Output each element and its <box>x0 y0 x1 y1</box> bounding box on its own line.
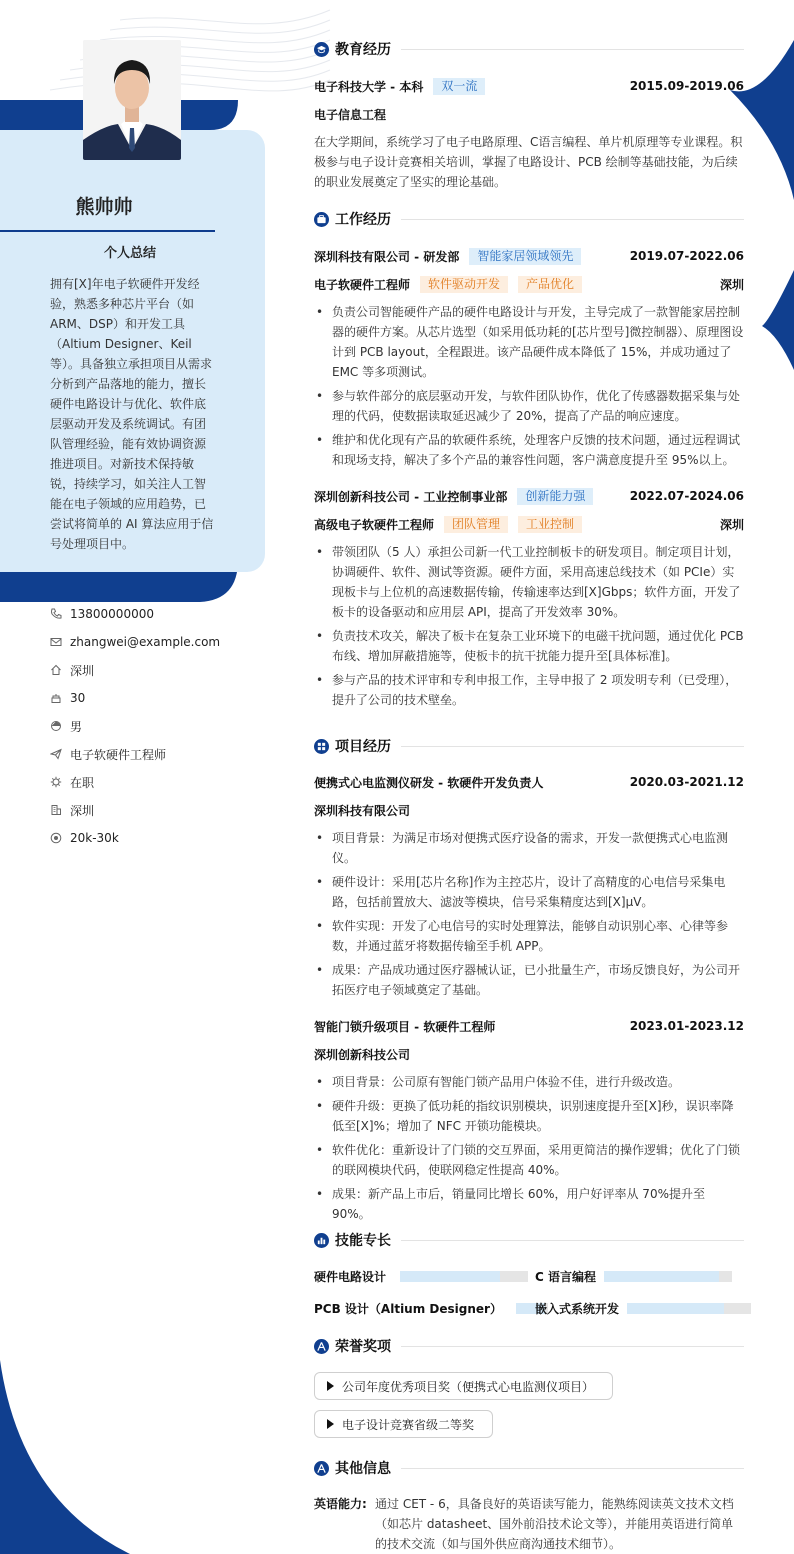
list-item: • 软件实现：开发了心电信号的实时处理算法，能够自动识别心率、心律等参数，并通过蓝牙将数据传输至手机 APP。 <box>314 916 744 956</box>
skill-item <box>314 1298 548 1318</box>
skill-item <box>314 1266 528 1286</box>
list-item: • 硬件设计：采用[芯片名称]作为主控芯片，设计了高精度的心电信号采集电路，包括前置放大、滤波等模块，信号采集精度达到[X]μV。 <box>314 872 744 912</box>
bar-chart-icon <box>314 1233 329 1248</box>
section-other <box>314 1457 744 1479</box>
contact-position-text: 电子软硬件工程师 <box>70 747 167 762</box>
building-icon <box>50 804 62 816</box>
section-title-skills: 技能专长 <box>335 1233 391 1249</box>
list-item: • 项目背景：为满足市场对便携式医疗设备的需求，开发一款便携式心电监测仪。 <box>314 828 744 868</box>
section-divider <box>401 219 744 220</box>
education-tag: 双一流 <box>433 78 485 95</box>
section-education <box>314 38 744 60</box>
award-item[interactable] <box>314 1372 613 1400</box>
work-1-company: 深圳科技有限公司 - 研发部 <box>314 249 460 264</box>
contact-gender-text: 男 <box>70 719 83 734</box>
contact-status-text: 在职 <box>70 775 95 790</box>
contact-city <box>50 796 220 824</box>
education-major: 电子信息工程 <box>314 107 387 122</box>
skill-bar-fill <box>604 1271 719 1282</box>
send-icon <box>50 748 62 760</box>
education-row <box>314 76 744 96</box>
project-2-bullets <box>314 1072 744 1228</box>
grid-icon <box>314 739 329 754</box>
education-date: 2015.09-2019.06 <box>629 79 744 93</box>
section-skills <box>314 1229 744 1251</box>
summary-title: 个人总结 <box>103 246 156 261</box>
section-projects <box>314 735 744 757</box>
section-title-awards: 荣誉奖项 <box>335 1339 391 1355</box>
section-divider <box>401 746 744 747</box>
section-awards <box>314 1335 744 1357</box>
contact-gender <box>50 712 220 740</box>
project-1-company: 深圳科技有限公司 <box>314 803 411 818</box>
contact-list <box>50 600 220 852</box>
phone-icon <box>50 608 62 620</box>
section-title-other: 其他信息 <box>335 1461 391 1477</box>
project-1-header <box>314 772 744 792</box>
gender-icon <box>50 720 62 732</box>
section-title-education: 教育经历 <box>335 42 391 58</box>
work-1-date: 2019.07-2022.06 <box>629 249 744 263</box>
name-underline <box>0 230 215 232</box>
project-2-title: 智能门锁升级项目 - 软硬件工程师 <box>314 1019 496 1034</box>
contact-location <box>50 656 220 684</box>
list-item: • 带领团队（5 人）承担公司新一代工业控制板卡的研发项目。制定项目计划，协调硬件、软件、测试等资源。硬件方面，采用高速总线技术（如 PCIe）实现板卡与上位机的高速数据传输，传输速率达到[X]Gbps；软件方面，开发了板卡的设备驱动和应用层 API，提高了开发效率 30%。 <box>314 542 744 622</box>
section-divider <box>401 49 744 50</box>
contact-salary-text: 20k-30k <box>70 831 119 845</box>
home-icon <box>50 664 62 676</box>
list-item: • 硬件升级：更换了低功耗的指纹识别模块，识别速度提升至[X]秒，误识率降低至[X]%；增加了 NFC 开锁功能模块。 <box>314 1096 744 1136</box>
skill-bar <box>627 1303 751 1314</box>
contact-age-text: 30 <box>70 691 86 705</box>
work-1-header <box>314 246 744 266</box>
project-2-header <box>314 1016 744 1036</box>
contact-age <box>50 684 220 712</box>
info-icon <box>314 1461 329 1476</box>
project-2-date: 2023.01-2023.12 <box>629 1019 744 1033</box>
skill-item <box>535 1298 751 1318</box>
work-2-role: 高级电子软硬件工程师 <box>314 517 435 532</box>
person-name: 熊帅帅 <box>75 196 133 218</box>
project-1-bullets <box>314 828 744 1004</box>
profile-photo <box>83 40 181 160</box>
education-description: 在大学期间，系统学习了电子电路原理、C语言编程、单片机原理等专业课程。积极参与电子设计竞赛相关培训，掌握了电路设计、PCB 绘制等基础技能，为后续的职业发展奠定了坚实的理论基础。 <box>314 135 743 189</box>
list-item: • 软件优化：重新设计了门锁的交互界面，采用更简洁的操作逻辑；优化了门锁的联网模块代码，使联网稳定性提高 40%。 <box>314 1140 744 1180</box>
status-icon <box>50 776 62 788</box>
skill-bar-fill <box>627 1303 724 1314</box>
section-work <box>314 208 744 230</box>
other-info-key: 英语能力: <box>314 1497 367 1511</box>
list-item: • 项目背景：公司原有智能门锁产品用户体验不佳，进行升级改造。 <box>314 1072 744 1092</box>
work-2-tag: 创新能力强 <box>517 488 593 505</box>
contact-email <box>50 628 220 656</box>
list-item: • 成果：新产品上市后，销量同比增长 60%，用户好评率从 70%提升至 90%。 <box>314 1184 744 1224</box>
work-1-city: 深圳 <box>719 277 744 292</box>
skill-item <box>535 1266 732 1286</box>
list-item: • 负责公司智能硬件产品的硬件电路设计与开发，主导完成了一款智能家居控制器的硬件方案。从芯片选型（如采用低功耗的[芯片型号]微控制器）、原理图设计到 PCB layout，全程跟进。该产品硬件成本降低了 15%，并成功通过了 EMC 等多项测试。 <box>314 302 744 382</box>
work-2-city: 深圳 <box>719 517 744 532</box>
skill-bar <box>400 1271 528 1282</box>
salary-icon <box>50 832 62 844</box>
other-info-row <box>314 1494 744 1554</box>
graduation-cap-icon <box>314 42 329 57</box>
award-text: 电子设计竞赛省级二等奖 <box>342 1417 475 1432</box>
section-divider <box>401 1346 744 1347</box>
contact-email-text: zhangwei@example.com <box>70 635 221 649</box>
work-2-header <box>314 486 744 506</box>
work-2-skill-tag: 团队管理 <box>444 516 508 533</box>
cake-icon <box>50 692 62 704</box>
contact-phone <box>50 600 220 628</box>
summary-text: 拥有[X]年电子软硬件开发经验，熟悉多种芯片平台（如 ARM、DSP）和开发工具（Altium Designer、Keil 等）。具备独立承担项目从需求分析到产品落地的能力，擅长硬件电路设计与优化、软件底层驱动开发及系统调试。有团队管理经验，能有效协调资源推进项目。对新技术保持敏锐，持续学习，如关注人工智能在电子领域的应用趋势，已尝试将简单的 AI 算法应用于信号处理项目中。 <box>50 277 214 551</box>
briefcase-icon <box>314 212 329 227</box>
list-item: • 负责技术攻关，解决了板卡在复杂工业环境下的电磁干扰问题，通过优化 PCB 布线、增加屏蔽措施等，使板卡的抗干扰能力提升至[具体标准]。 <box>314 626 744 666</box>
contact-city-text: 深圳 <box>70 803 95 818</box>
list-item: • 参与软件部分的底层驱动开发，与软件团队协作，优化了传感器数据采集与处理的代码，使数据读取延迟减少了 20%，提高了产品的响应速度。 <box>314 386 744 426</box>
list-item: • 维护和优化现有产品的软硬件系统，处理客户反馈的技术问题，通过远程调试和现场支持，解决了多个产品的兼容性问题，客户满意度提升至 95%以上。 <box>314 430 744 470</box>
project-1-date: 2020.03-2021.12 <box>629 775 744 789</box>
contact-position <box>50 740 220 768</box>
skill-name: 硬件电路设计 <box>314 1269 387 1284</box>
mail-icon <box>50 636 62 648</box>
work-1-bullets <box>314 302 744 474</box>
work-1-skill-tag: 软件驱动开发 <box>420 276 508 293</box>
project-1-title: 便携式心电监测仪研发 - 软硬件开发负责人 <box>314 775 544 790</box>
section-divider <box>401 1468 744 1469</box>
skill-bar <box>604 1271 732 1282</box>
award-text: 公司年度优秀项目奖（便携式心电监测仪项目） <box>342 1379 595 1394</box>
work-2-company: 深圳创新科技公司 - 工业控制事业部 <box>314 489 508 504</box>
work-2-role-row <box>314 514 744 534</box>
skill-bar-fill <box>400 1271 500 1282</box>
contact-salary <box>50 824 220 852</box>
play-triangle-icon <box>327 1381 334 1391</box>
skill-name: 嵌入式系统开发 <box>535 1301 620 1316</box>
work-1-tag: 智能家居领域领先 <box>469 248 581 265</box>
project-2-company: 深圳创新科技公司 <box>314 1047 411 1062</box>
skill-name: C 语言编程 <box>535 1269 596 1284</box>
award-item[interactable] <box>314 1410 493 1438</box>
list-item: • 成果：产品成功通过医疗器械认证，已小批量生产，市场反馈良好，为公司开拓医疗电子领域奠定了基础。 <box>314 960 744 1000</box>
work-2-date: 2022.07-2024.06 <box>629 489 744 503</box>
list-item: • 参与产品的技术评审和专利申报工作，主导申报了 2 项发明专利（已受理），提升了公司的技术壁垒。 <box>314 670 744 710</box>
project-1-company-row <box>314 800 744 820</box>
work-1-skill-tag: 产品优化 <box>518 276 582 293</box>
work-1-role: 电子软硬件工程师 <box>314 277 411 292</box>
skill-name: PCB 设计（Altium Designer） <box>314 1301 502 1316</box>
award-icon <box>314 1339 329 1354</box>
section-title-work: 工作经历 <box>335 212 391 228</box>
play-triangle-icon <box>327 1419 334 1429</box>
work-1-role-row <box>314 274 744 294</box>
contact-location-text: 深圳 <box>70 663 95 678</box>
work-2-skill-tag: 工业控制 <box>518 516 582 533</box>
work-2-bullets <box>314 542 744 714</box>
section-divider <box>401 1240 744 1241</box>
education-school: 电子科技大学 - 本科 <box>314 79 424 94</box>
section-title-projects: 项目经历 <box>335 739 391 755</box>
project-2-company-row <box>314 1044 744 1064</box>
contact-phone-text: 13800000000 <box>70 607 154 621</box>
education-major-row <box>314 104 744 124</box>
other-info-value: 通过 CET - 6，具备良好的英语读写能力，能熟练阅读英文技术文档（如芯片 datasheet、国外前沿技术论文等），并能用英语进行简单的技术交流（如与国外供应商沟通技术细节）。 <box>375 1497 734 1551</box>
contact-status <box>50 768 220 796</box>
